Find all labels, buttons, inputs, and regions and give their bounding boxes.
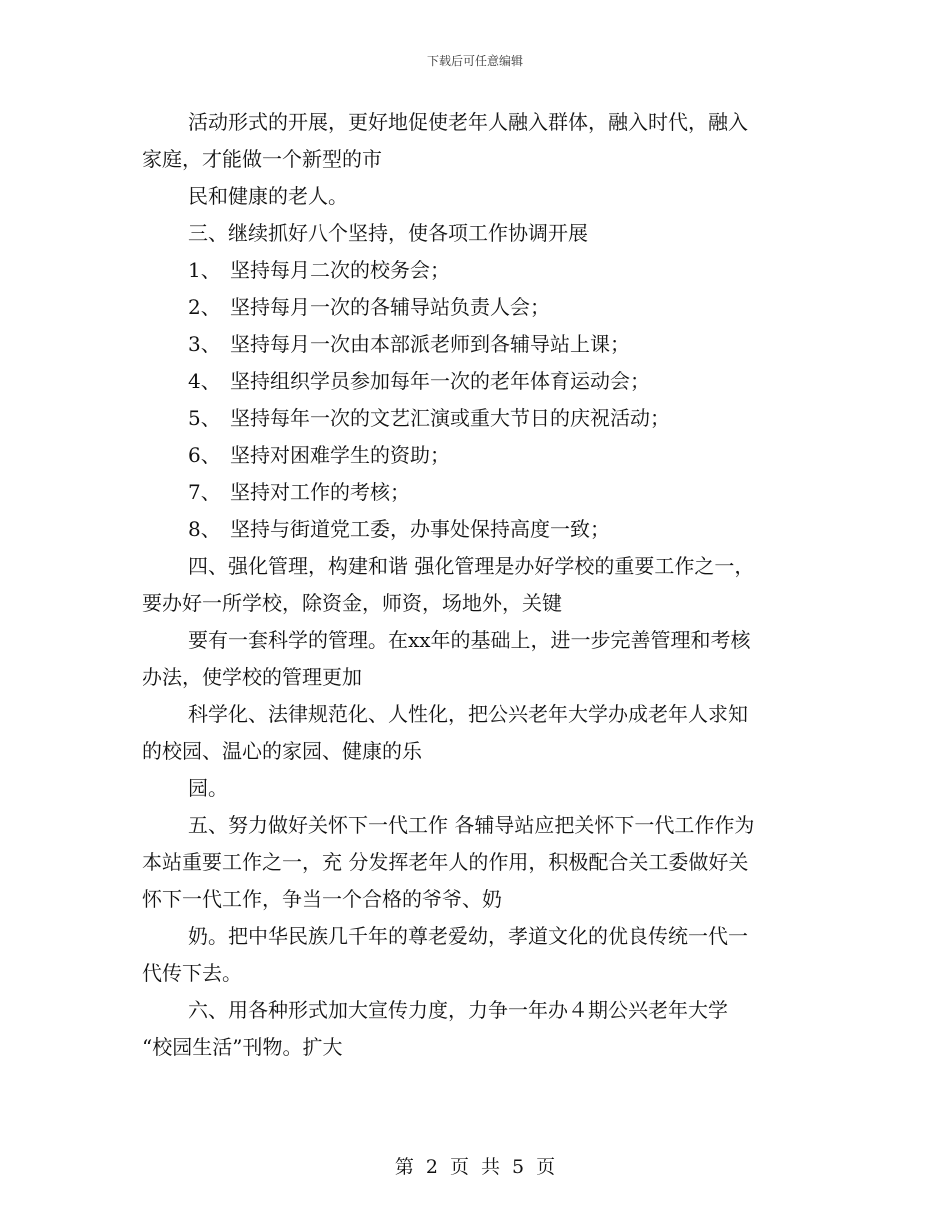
- paragraph-line: 园。: [188, 776, 228, 800]
- list-item: [142, 326, 810, 363]
- list-number: 6、: [188, 443, 221, 467]
- list-number: 4、: [188, 369, 221, 393]
- list-text: 坚持对困难学生的资助；: [230, 443, 450, 467]
- section-heading-6: 六、用各种形式加大宣传力度，力争一年办４期公兴老年大学: [188, 998, 728, 1022]
- paragraph-line: 奶。把中华民族几千年的尊老爱幼，孝道文化的优良传统一代一: [188, 924, 748, 948]
- list-item: [142, 252, 810, 289]
- paragraph-line: 民和健康的老人。: [188, 184, 348, 208]
- list-item: [142, 400, 810, 437]
- paragraph-line: 科学化、法律规范化、人性化，把公兴老年大学办成老年人求知: [188, 702, 748, 726]
- paragraph-line: 怀下一代工作，争当一个合格的爷爷、奶: [142, 887, 502, 911]
- paragraph-line: 本站重要工作之一，充 分发挥老年人的作用，积极配合关工委做好关: [142, 850, 749, 874]
- list-number: 8、: [188, 517, 221, 541]
- list-number: 1、: [188, 258, 221, 282]
- list-item: [142, 289, 810, 326]
- list-item: [142, 363, 810, 400]
- list-number: 7、: [188, 480, 221, 504]
- list-text: 坚持组织学员参加每年一次的老年体育运动会；: [230, 369, 650, 393]
- list-text: 坚持与街道党工委，办事处保持高度一致；: [230, 517, 610, 541]
- paragraph-line: 办法，使学校的管理更加: [142, 665, 362, 689]
- section-heading-4: 四、强化管理，构建和谐 强化管理是办好学校的重要工作之一，: [188, 554, 755, 578]
- list-text: 坚持对工作的考核；: [230, 480, 410, 504]
- list-text: 坚持每年一次的文艺汇演或重大节日的庆祝活动；: [230, 406, 670, 430]
- list-number: 5、: [188, 406, 221, 430]
- list-item: [142, 511, 810, 548]
- list-text: 坚持每月一次的各辅导站负责人会；: [230, 295, 550, 319]
- document-body: [142, 104, 810, 1066]
- paragraph-line: 的校园、温心的家园、健康的乐: [142, 739, 422, 763]
- list: [142, 252, 810, 548]
- list-item: [142, 474, 810, 511]
- list-text: 坚持每月二次的校务会；: [230, 258, 450, 282]
- list-number: 2、: [188, 295, 221, 319]
- paragraph-line: 要办好一所学校，除资金，师资，场地外，关键: [142, 591, 562, 615]
- page-footer: 第 2 页 共 5 页: [394, 1156, 556, 1178]
- section-heading-5: 五、努力做好关怀下一代工作 各辅导站应把关怀下一代工作作为: [188, 813, 755, 837]
- section-heading-3: 三、继续抓好八个坚持，使各项工作协调开展: [188, 221, 588, 245]
- paragraph-line: “校园生活”刊物。扩大: [142, 1035, 343, 1059]
- paragraph-line: 要有一套科学的管理。在xx年的基础上，进一步完善管理和考核: [188, 628, 751, 652]
- paragraph-line: 家庭，才能做一个新型的市: [142, 147, 382, 171]
- list-number: 3、: [188, 332, 221, 356]
- page-header: 下载后可任意编辑: [426, 54, 523, 68]
- list-text: 坚持每月一次由本部派老师到各辅导站上课；: [230, 332, 630, 356]
- paragraph-line: 活动形式的开展，更好地促使老年人融入群体，融入时代，融入: [188, 110, 748, 134]
- paragraph-line: 代传下去。: [142, 961, 242, 985]
- list-item: [142, 437, 810, 474]
